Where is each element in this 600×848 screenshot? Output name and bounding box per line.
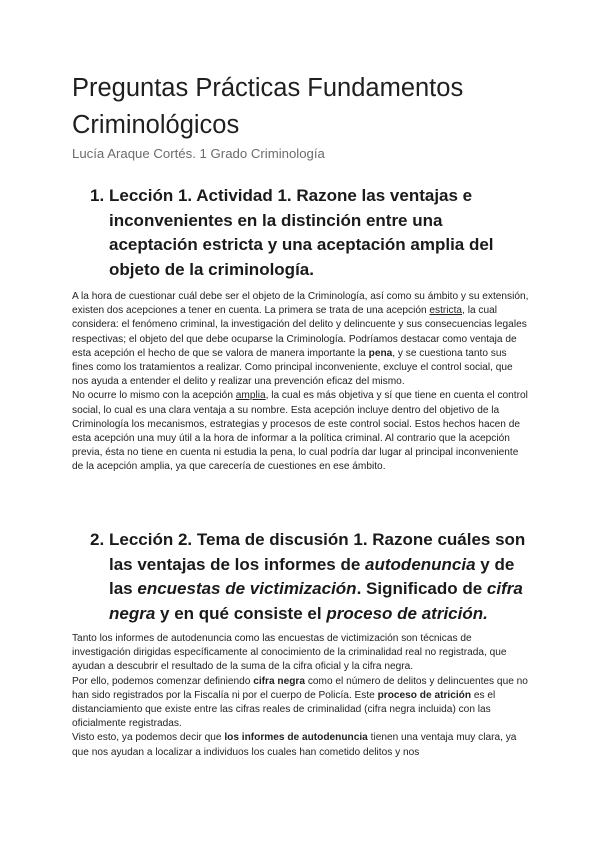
- term-encuestas: encuestas de victimización: [137, 579, 357, 598]
- answer-1: [72, 290, 530, 475]
- term-cifra-negra: cifra negra: [109, 579, 523, 623]
- term-estricta: estricta: [429, 305, 463, 317]
- answer-2-paragraph-1: Tanto los informes de autodenuncia como las encuestas de victimización son técnicas de investigación dirigidas específicamente al conocimiento de la criminalidad real no registrada, que ayudan a descubrir el resultado de la suma de la cifra oficial y la cifra negra.: [72, 633, 507, 673]
- document-title: Preguntas Prácticas Fundamentos Criminológicos: [72, 74, 464, 139]
- document-subtitle: Lucía Araque Cortés. 1 Grado Criminología: [72, 146, 325, 161]
- term-pena: pena: [368, 347, 393, 359]
- term-proceso-atricion-bold: proceso de atrición: [377, 689, 472, 701]
- question-1-heading: [72, 184, 530, 282]
- term-autodenuncia: autodenuncia: [365, 554, 476, 574]
- term-proceso-atricion: proceso de atrición.: [326, 603, 488, 623]
- question-1-text: Lección 1. Actividad 1. Razone las ventajas e inconvenientes en la distinción entre una aceptación estricta y una aceptación amplia del objeto de la criminología.: [109, 186, 494, 279]
- answer-1-paragraph-1: A la hora de cuestionar cuál debe ser el objeto de la Criminología, así como su ámbito y su extensión, existen dos acepciones a tener en cuenta. La primera se trata de una acepción estricta, la cual considera: el fenómeno criminal, la investigación del delito y delincuente y sus consecuencias legales respectivas; el objeto del que debe ocuparse la Criminología. Podríamos destacar como ventaja de esta acepción el hecho de que se valora de manera importante la pena, y se cuestiona tanto sus fines como los tratamientos a realizar. Como principal inconveniente, excluye el control social, que nos ayuda a entender el delito y realizar una prevención eficaz del mismo.: [72, 291, 529, 388]
- term-informes-autodenuncia: los informes de autodenuncia: [224, 732, 368, 744]
- question-2-number: 2.: [90, 530, 105, 549]
- answer-2: [72, 632, 530, 760]
- answer-2-paragraph-3: Visto esto, ya podemos decir que los informes de autodenuncia tienen una ventaja muy clara, ya que nos ayudan a localizar a individuos los cuales han cometido delitos y nos: [72, 732, 517, 758]
- answer-2-paragraph-2: Por ello, podemos comenzar definiendo cifra negra como el número de delitos y delincuentes que no han sido registrados por la Fiscalía ni por el cuerpo de Policía. Este proceso de atrición es el distanciamiento que existe entre las cifras reales de criminalidad (cifra negra incluida) con las oficialmente registradas.: [72, 675, 528, 730]
- answer-1-paragraph-2: No ocurre lo mismo con la acepción amplia, la cual es más objetiva y sí que tiene en cuenta el control social, lo cual es una clara ventaja a su nombre. Esta acepción incluye dentro del objetivo de la Criminología los mecanismos, estrategias y procesos de este control social. Estos hechos hacen de esta acepción una muy útil a la hora de informar a la política criminal. Al contrario que la acepción previa, ésta no tiene en cuenta ni estudia la pena, lo cual podría dar lugar al principal inconveniente de la acepción amplia, ya que carecería de cuestiones en ese ámbito.: [72, 390, 528, 473]
- term-amplia: amplia: [235, 390, 266, 402]
- question-2-text: Lección 2. Tema de discusión 1. Razone cuáles son las ventajas de los informes de autodenuncia y de las encuestas de victimización. Significado de cifra negra y en qué consiste el proceso de atrición.: [109, 530, 526, 623]
- question-2-heading: [72, 528, 530, 626]
- term-cifra-negra-bold: cifra negra: [253, 675, 306, 687]
- question-1-number: 1.: [90, 186, 105, 205]
